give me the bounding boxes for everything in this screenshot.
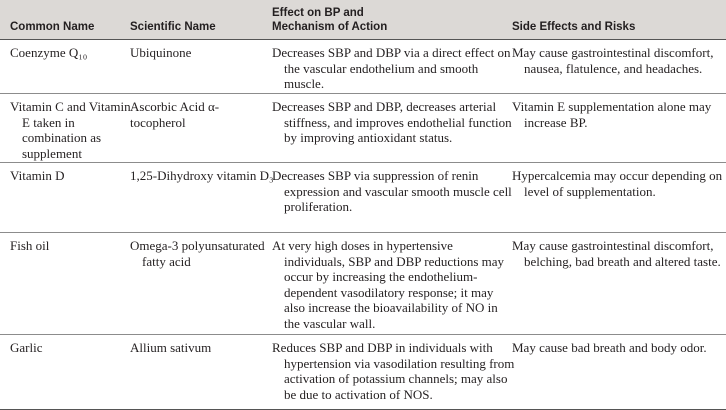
header-scientific-name: Scientific Name — [130, 21, 216, 33]
cell-common-name: Fish oil — [10, 238, 50, 253]
cell-effect: Decreases SBP and DBP, decreases arterial stiffness, and improves endothelial function by improving antioxidant status. — [272, 99, 512, 145]
cell-side-effects: Hypercalcemia may occur depending on level of supplementation. — [512, 168, 723, 199]
cell-scientific-name: Ascorbic Acid α-tocopherol — [130, 99, 220, 130]
cell-effect: At very high doses in hypertensive individuals, SBP and DBP reductions may occur by increasing the endothelium-dependent vasodilatory response; it may also increase the bioavailability of NO in the vascular wall. — [272, 238, 505, 331]
cell-side-effects: Vitamin E supplementation alone may increase BP. — [512, 99, 712, 130]
cell-scientific-name: Ubiquinone — [130, 45, 192, 60]
header-side-effects: Side Effects and Risks — [512, 21, 636, 33]
header-common-name: Common Name — [10, 21, 95, 33]
table-header — [0, 0, 726, 40]
cell-side-effects: May cause gastrointestinal discomfort, belching, bad breath and altered taste. — [512, 238, 721, 269]
cell-common-name: Vitamin D — [10, 168, 65, 183]
header-effect-line1: Effect on BP and — [272, 7, 364, 19]
cell-scientific-name: 1,25-Dihydroxy vitamin D₃ — [130, 168, 274, 183]
cell-scientific-name: Allium sativum — [130, 340, 212, 355]
cell-effect: Decreases SBP and DBP via a direct effect on the vascular endothelium and smooth muscle. — [272, 45, 511, 91]
table-row — [0, 163, 726, 233]
cell-side-effects: May cause bad breath and body odor. — [512, 340, 707, 355]
table-row — [0, 233, 726, 335]
table-row — [0, 335, 726, 410]
header-effect — [272, 6, 387, 34]
cell-effect: Decreases SBP via suppression of renin expression and vascular smooth muscle cell proliferation. — [272, 168, 512, 214]
table-row — [0, 40, 726, 94]
cell-scientific-name: Omega-3 polyunsaturated fatty acid — [130, 238, 265, 269]
table-row — [0, 94, 726, 163]
cell-common-name: Coenzyme Q₁₀ — [10, 45, 88, 60]
header-effect-line2: Mechanism of Action — [272, 21, 388, 33]
cell-common-name: Vitamin C and Vitamin E taken in combination as supplement — [10, 99, 131, 161]
cell-common-name: Garlic — [10, 340, 43, 355]
cell-effect: Reduces SBP and DBP in individuals with hypertension via vasodilation resulting from activation of potassium channels; may also be due to activation of NOS. — [272, 340, 515, 402]
cell-side-effects: May cause gastrointestinal discomfort, nausea, flatulence, and headaches. — [512, 45, 714, 76]
